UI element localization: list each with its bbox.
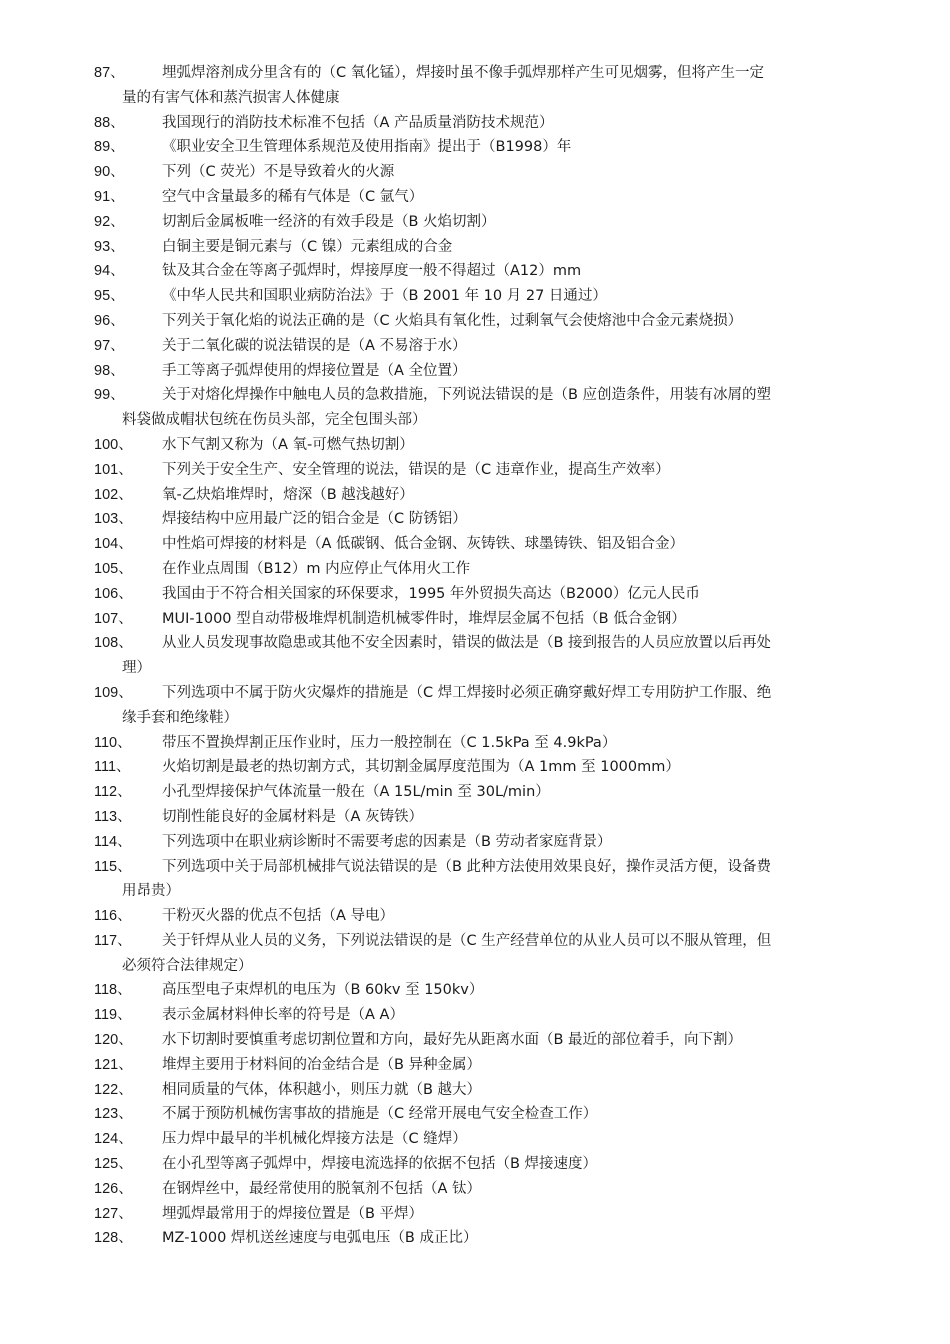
list-item — [94, 1152, 864, 1177]
item-text: 下列选项中不属于防火灾爆炸的措施是（C 焊工焊接时必须正确穿戴好焊工专用防护工作服、绝 — [162, 684, 772, 701]
list-item — [94, 532, 864, 557]
list-item — [94, 1028, 864, 1053]
list-item — [94, 61, 864, 111]
list-item — [94, 334, 864, 359]
item-number: 105、 — [94, 560, 133, 577]
item-text: 《中华人民共和国职业病防治法》于（B 2001 年 10 月 27 日通过） — [162, 288, 607, 305]
item-text: 手工等离子弧焊使用的焊接位置是（A 全位置） — [162, 362, 467, 379]
item-number: 123、 — [94, 1106, 133, 1123]
item-number: 99、 — [94, 387, 125, 404]
list-item — [94, 309, 864, 334]
item-number: 111、 — [94, 759, 131, 776]
item-number: 120、 — [94, 1032, 133, 1049]
item-text: 焊接结构中应用最广泛的铝合金是（C 防锈铝） — [162, 511, 467, 528]
list-item — [94, 978, 864, 1003]
list-item — [94, 557, 864, 582]
item-number: 114、 — [94, 833, 132, 850]
item-text: 在作业点周围（B12）m 内应停止气体用火工作 — [162, 560, 471, 577]
list-item — [94, 210, 864, 235]
list-item — [94, 235, 864, 260]
item-number: 121、 — [94, 1056, 133, 1073]
item-number: 98、 — [94, 362, 125, 379]
item-text-continuation: 必须符合法律规定） — [122, 957, 253, 974]
item-text: 我国现行的消防技术标准不包括（A 产品质量消防技术规范） — [162, 114, 554, 131]
list-item — [94, 855, 864, 905]
item-number: 117、 — [94, 932, 132, 949]
item-text: 堆焊主要用于材料间的冶金结合是（B 异种金属） — [162, 1056, 482, 1073]
item-number: 107、 — [94, 610, 133, 627]
list-item — [94, 1003, 864, 1028]
list-item — [94, 1053, 864, 1078]
item-number: 128、 — [94, 1230, 133, 1247]
item-text: 埋弧焊溶剂成分里含有的（C 氧化锰），焊接时虽不像手弧焊那样产生可见烟雾，但将产生一定 — [162, 65, 764, 81]
list-item — [94, 458, 864, 483]
item-number: 116、 — [94, 908, 132, 925]
item-number: 88、 — [94, 114, 125, 131]
item-text: 钛及其合金在等离子弧焊时，焊接厚度一般不得超过（A12）mm — [162, 263, 582, 280]
item-number: 101、 — [94, 461, 133, 478]
list-item — [94, 631, 864, 681]
item-number: 119、 — [94, 1007, 132, 1024]
item-text-continuation: 理） — [122, 660, 151, 677]
item-text: 干粉灭火器的优点不包括（A 导电） — [162, 908, 395, 925]
item-text: 白铜主要是铜元素与（C 镍）元素组成的合金 — [162, 238, 453, 255]
list-item — [94, 1177, 864, 1202]
list-item — [94, 805, 864, 830]
item-text: 压力焊中最早的半机械化焊接方法是（C 缝焊） — [162, 1131, 467, 1148]
item-text: 相同质量的气体，体积越小，则压力就（B 越大） — [162, 1081, 482, 1098]
item-text: 关于对熔化焊操作中触电人员的急救措施，下列说法错误的是（B 应创造条件，用装有冰屑的塑 — [162, 387, 772, 404]
item-text: 下列关于氧化焰的说法正确的是（C 火焰具有氧化性，过剩氧气会使熔池中合金元素烧损） — [162, 312, 743, 329]
item-text: 关于二氧化碳的说法错误的是（A 不易溶于水） — [162, 337, 467, 354]
item-number: 115、 — [94, 858, 132, 875]
item-number: 91、 — [94, 188, 125, 205]
item-text-continuation: 用昂贵） — [122, 883, 180, 900]
item-text: 小孔型焊接保护气体流量一般在（A 15L/min 至 30L/min） — [162, 784, 550, 801]
item-text: 从业人员发现事故隐患或其他不安全因素时，错误的做法是（B 接到报告的人员应放置以后再处 — [162, 635, 772, 652]
item-number: 124、 — [94, 1131, 133, 1148]
list-item — [94, 507, 864, 532]
item-text: 《职业安全卫生管理体系规范及使用指南》提出于（B1998）年 — [162, 139, 572, 156]
list-item — [94, 185, 864, 210]
item-number: 110、 — [94, 734, 132, 751]
item-number: 118、 — [94, 982, 132, 999]
list-item — [94, 259, 864, 284]
item-text: 切削性能良好的金属材料是（A 灰铸铁） — [162, 808, 424, 825]
list-item — [94, 483, 864, 508]
item-text: 下列关于安全生产、安全管理的说法，错误的是（C 违章作业，提高生产效率） — [162, 461, 670, 478]
item-text: 下列选项中在职业病诊断时不需要考虑的因素是（B 劳动者家庭背景） — [162, 833, 612, 850]
item-text: 切割后金属板唯一经济的有效手段是（B 火焰切割） — [162, 213, 496, 230]
item-number: 95、 — [94, 288, 125, 305]
item-number: 125、 — [94, 1156, 133, 1173]
item-text-continuation: 量的有害气体和蒸汽损害人体健康 — [122, 89, 340, 106]
item-text: 关于钎焊从业人员的义务，下列说法错误的是（C 生产经营单位的从业人员可以不服从管理，但 — [162, 932, 772, 949]
item-text: 带压不置换焊割正压作业时，压力一般控制在（C 1.5kPa 至 4.9kPa） — [162, 734, 617, 751]
item-text: 我国由于不符合相关国家的环保要求，1995 年外贸损失高达（B2000）亿元人民币 — [162, 585, 700, 602]
list-item — [94, 731, 864, 756]
item-number: 106、 — [94, 585, 133, 602]
list-item — [94, 359, 864, 384]
list-item — [94, 681, 864, 731]
item-number: 90、 — [94, 164, 125, 181]
item-number: 92、 — [94, 213, 125, 230]
item-number: 102、 — [94, 486, 133, 503]
list-item — [94, 1102, 864, 1127]
item-text: 不属于预防机械伤害事故的措施是（C 经常开展电气安全检查工作） — [162, 1106, 598, 1123]
list-item — [94, 160, 864, 185]
item-number: 87、 — [94, 65, 125, 81]
list-item — [94, 111, 864, 136]
list-item — [94, 929, 864, 979]
item-text: 水下气割又称为（A 氧-可燃气热切割） — [162, 436, 414, 453]
list-item — [94, 135, 864, 160]
list-item — [94, 433, 864, 458]
item-text: 空气中含量最多的稀有气体是（C 氩气） — [162, 188, 424, 205]
item-number: 104、 — [94, 536, 133, 553]
item-number: 96、 — [94, 312, 125, 329]
item-text: 在钢焊丝中，最经常使用的脱氧剂不包括（A 钛） — [162, 1180, 482, 1197]
item-text: 埋弧焊最常用于的焊接位置是（B 平焊） — [162, 1205, 424, 1222]
item-text: 中性焰可焊接的材料是（A 低碳钢、低合金钢、灰铸铁、球墨铸铁、铝及铝合金） — [162, 536, 685, 553]
list-item — [94, 1202, 864, 1227]
item-number: 103、 — [94, 511, 133, 528]
item-number: 109、 — [94, 684, 133, 701]
item-text: MZ-1000 焊机送丝速度与电弧电压（B 成正比） — [162, 1230, 478, 1247]
item-number: 112、 — [94, 784, 132, 801]
item-number: 126、 — [94, 1180, 133, 1197]
item-text-continuation: 料袋做成帽状包统在伤员头部，完全包围头部） — [122, 412, 427, 429]
item-text: 下列选项中关于局部机械排气说法错误的是（B 此种方法使用效果良好，操作灵活方便，设备费 — [162, 858, 772, 875]
item-text: 氧-乙炔焰堆焊时，熔深（B 越浅越好） — [162, 486, 414, 503]
item-text: MUI-1000 型自动带极堆焊机制造机械零件时，堆焊层金属不包括（B 低合金钢） — [162, 610, 686, 627]
item-number: 97、 — [94, 337, 125, 354]
list-item — [94, 1078, 864, 1103]
question-list — [94, 61, 864, 1251]
item-number: 89、 — [94, 139, 125, 156]
list-item — [94, 830, 864, 855]
item-number: 122、 — [94, 1081, 133, 1098]
list-item — [94, 755, 864, 780]
list-item — [94, 383, 864, 433]
item-number: 100、 — [94, 436, 133, 453]
item-number: 94、 — [94, 263, 125, 280]
list-item — [94, 284, 864, 309]
item-number: 113、 — [94, 808, 132, 825]
item-text: 下列（C 荧光）不是导致着火的火源 — [162, 164, 395, 181]
item-text: 火焰切割是最老的热切割方式，其切割金属厚度范围为（A 1mm 至 1000mm） — [162, 759, 680, 776]
item-number: 127、 — [94, 1205, 133, 1222]
item-text: 在小孔型等离子弧焊中，焊接电流选择的依据不包括（B 焊接速度） — [162, 1156, 598, 1173]
list-item — [94, 607, 864, 632]
item-text-continuation: 缘手套和绝缘鞋） — [122, 709, 238, 726]
list-item — [94, 582, 864, 607]
list-item — [94, 780, 864, 805]
item-text: 高压型电子束焊机的电压为（B 60kv 至 150kv） — [162, 982, 484, 999]
list-item — [94, 1127, 864, 1152]
item-number: 93、 — [94, 238, 125, 255]
item-text: 水下切割时要慎重考虑切割位置和方向，最好先从距离水面（B 最近的部位着手，向下割） — [162, 1032, 743, 1049]
item-number: 108、 — [94, 635, 133, 652]
list-item — [94, 1226, 864, 1251]
item-text: 表示金属材料伸长率的符号是（A A） — [162, 1007, 404, 1024]
list-item — [94, 904, 864, 929]
